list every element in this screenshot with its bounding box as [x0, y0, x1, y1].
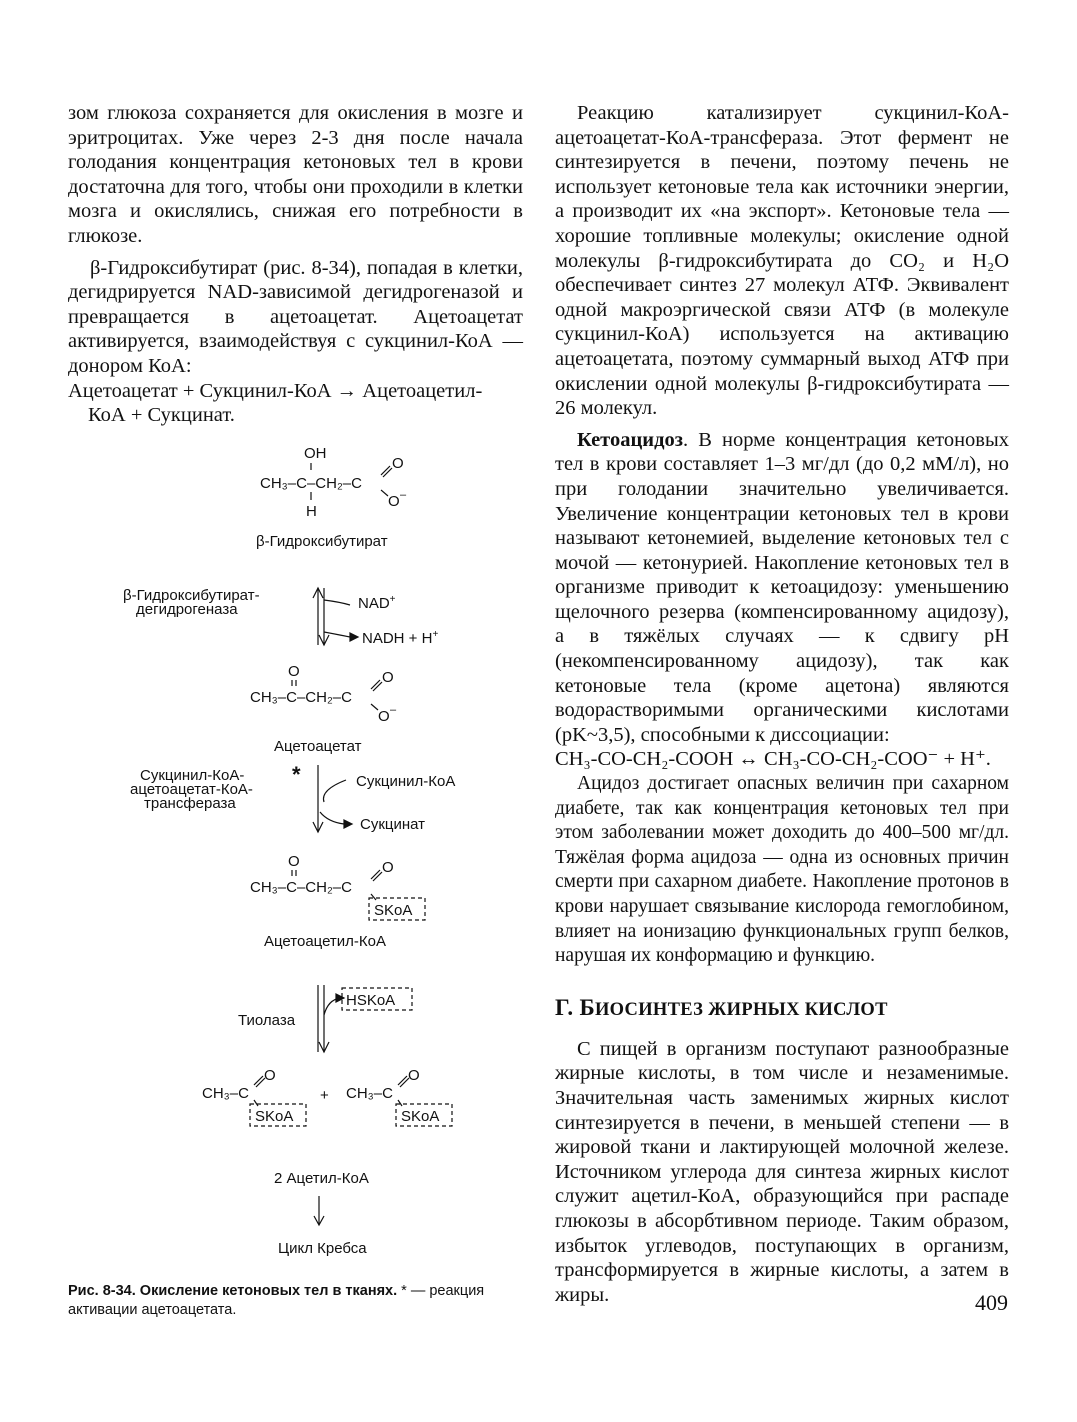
- term-ketoacidosis: Кетоацидоз: [577, 428, 683, 451]
- acetoacetate-skeleton: CH₃–C–CH₂–C: [250, 689, 352, 706]
- skoa-group-3: SKoA: [401, 1108, 440, 1125]
- carbonyl-o-3a: O: [288, 853, 300, 870]
- skoa-group-2: SKoA: [255, 1108, 294, 1125]
- carbonyl-o-5: O: [408, 1067, 420, 1084]
- enzyme-2-line-1: Сукцинил-КоА-: [140, 767, 245, 784]
- minus-sign-1: –: [400, 489, 407, 501]
- minus-sign-2: –: [390, 704, 397, 716]
- caption-title: Рис. 8-34. Окисление кетоновых тел в тканях.: [68, 1283, 398, 1299]
- right-paragraph-4: [555, 1037, 1009, 1308]
- heading-letter: Г. Б: [555, 994, 595, 1020]
- left-paragraph-1: зом глюкоза сохраняется для окисления в мозге и эритроцитах. Уже через 2-3 дня после начала голодания концентрация кетоновых тел в крови достаточна для того, чтобы они проходили в клетки мозга и окислялись, снижая его потребности в глюкозе.: [68, 102, 523, 247]
- right-paragraph-3-text: Ацидоз достигает опасных величин при сахарном диабете, так как концентрация кетоновых тел при этом заболевании может доходить до 400–500 мг/дл. Тяжёлая форма ацидоза — одна из основных причин смерти при сахарном диабете. Накопление протонов в крови нарушает связывание кислорода гемоглобином, влияет на ионизацию функциональных групп белков, нарушая их конформацию и функцию.: [555, 773, 1009, 967]
- enzyme-1-line-1: β-Гидроксибутират-: [123, 587, 260, 604]
- right-paragraph-1-text: Реакцию катализирует сукцинил-КоА-ацетоацетат-КоА-трансфераза. Этот фермент не синтезируется в печени, поэтому печень не использует кетоновые тела как источники энергии, а производит их «на экспорт». Кетоновые тела — хорошие топливные молекулы; окисление одной молекулы β-гидроксибутирата до CO₂ и H₂O обеспечивает синтез 27 молекул АТФ. Эквивалент одной макроэргической связи АТФ (в молекуле сукцинил-КоА) используется на активацию ацетоацетата, поэтому суммарный выход АТФ при окислении одной молекулы β-гидроксибутирата — 26 молекул.: [555, 102, 1009, 420]
- activation-asterisk: *: [292, 762, 301, 787]
- figure-8-34: [68, 440, 528, 1180]
- plus-sign: +: [320, 1087, 329, 1104]
- reaction-equation-line-1: Ацетоацетат + Сукцинил-КоА → Ацетоацетил-: [68, 379, 483, 402]
- right-paragraph-1: [555, 101, 1009, 421]
- label-krebs-cycle: Цикл Кребса: [278, 1240, 367, 1257]
- label-acetoacetyl-coa: Ацетоацетил-КоА: [264, 933, 387, 950]
- right-paragraph-2-text: . В норме концентрация кетоновых тел в крови составляет 1–3 мг/дл (до 0,2 мМ/л), но при голодании значительно увеличивается. Увеличение концентрации кетоновых тел в крови называют кетонемией, выделение кетоновых тел с мочой — кетонурией. Накопление кетоновых тел в организме приводит к кетоацидозу: уменьшению щелочного резерва (компенсированному ацидозу), а в тяжёлых случаях — к сдвигу pH (некомпенсированному ацидозу), так как кетоновые тела (кроме ацетона) являются водорастворимыми органическими кислотами (pK~3,5), способными к диссоциации:: [555, 428, 1009, 746]
- caption-text: * — реакция активации ацетоацетата.: [68, 1283, 485, 1318]
- acetyl-coa-1-skeleton: CH₃–C: [202, 1085, 249, 1102]
- carboxylate-o-2: O: [378, 708, 390, 725]
- pathway-diagram: [68, 440, 528, 1180]
- hskoa-group: HSKoA: [346, 992, 396, 1009]
- succinate-label: Сукцинат: [360, 816, 426, 833]
- skoa-group-1: SKoA: [374, 902, 413, 919]
- acetyl-coa-2-skeleton: CH₃–C: [346, 1085, 393, 1102]
- enzyme-1-line-2: дегидрогеназа: [136, 601, 238, 618]
- section-heading: [555, 995, 1009, 1021]
- carbonyl-o-1: O: [392, 455, 404, 472]
- h-atom: H: [306, 503, 317, 520]
- page-number: 409: [975, 1290, 1008, 1315]
- figure-caption: [68, 1282, 528, 1320]
- reaction-equation-line-2: КоА + Сукцинат.: [88, 404, 235, 427]
- left-paragraph-2: [68, 256, 523, 379]
- arrow-to-krebs: [312, 1194, 326, 1228]
- label-acetyl-coa: 2 Ацетил-КоА: [274, 1170, 369, 1187]
- carbonyl-o-2b: O: [382, 669, 394, 686]
- enzyme-2-line-2: ацетоацетат-КоА-: [130, 781, 253, 798]
- carbonyl-o-2a: O: [288, 663, 300, 680]
- oh-group: OH: [304, 445, 327, 462]
- left-column: [68, 101, 523, 428]
- carbonyl-o-3b: O: [382, 859, 394, 876]
- carbonyl-o-4: O: [264, 1067, 276, 1084]
- right-paragraph-3: [555, 772, 1009, 969]
- thiolase-label: Тиолаза: [238, 1012, 296, 1029]
- left-paragraph-2-text: β-Гидроксибутират (рис. 8-34), попадая в клетки, дегидрируется NAD-зависимой дегидрогеназой и превращается в ацетоацетат. Ацетоацетат активируется, взаимодействуя с сукцинил-КоА — донором КоА:: [68, 256, 523, 377]
- nad-label: NAD+: [358, 594, 396, 612]
- nadh-label: NADH + H+: [362, 629, 439, 647]
- heading-rest: ИОСИНТЕЗ ЖИРНЫХ КИСЛОТ: [594, 999, 888, 1020]
- bhb-skeleton: CH₃–C–CH₂–C: [260, 475, 362, 492]
- enzyme-2-line-3: трансфераза: [144, 795, 236, 812]
- label-acetoacetate: Ацетоацетат: [274, 738, 362, 755]
- right-column: [555, 101, 1009, 1307]
- carboxylate-o-1: O: [388, 493, 400, 510]
- succinyl-coa-label: Сукцинил-КоА: [356, 773, 456, 790]
- right-paragraph-2: [555, 428, 1009, 748]
- acetoacetyl-coa-skeleton: CH₃–C–CH₂–C: [250, 879, 352, 896]
- dissociation-equation: CH₃-CO-CH₂-COOH ↔ CH₃-CO-CH₂-COO⁻ + H⁺.: [555, 748, 991, 771]
- right-paragraph-4-text: С пищей в организм поступают разнообразные жирные кислоты, в том числе и незаменимые. Значительная часть заменимых жирных кислот синтезируется в печени, в меньшей степени — в жировой ткани и лактирующей молочной железе. Источником углерода для синтеза жирных кислот служит ацетил-КоА, образующийся при распаде глюкозы в абсорбтивном периоде. Таким образом, избыток углеводов, поступающих в организм, трансформируется в жирные кислоты, а затем в жиры.: [555, 1037, 1009, 1306]
- label-beta-hydroxybutyrate: β-Гидроксибутират: [256, 533, 388, 550]
